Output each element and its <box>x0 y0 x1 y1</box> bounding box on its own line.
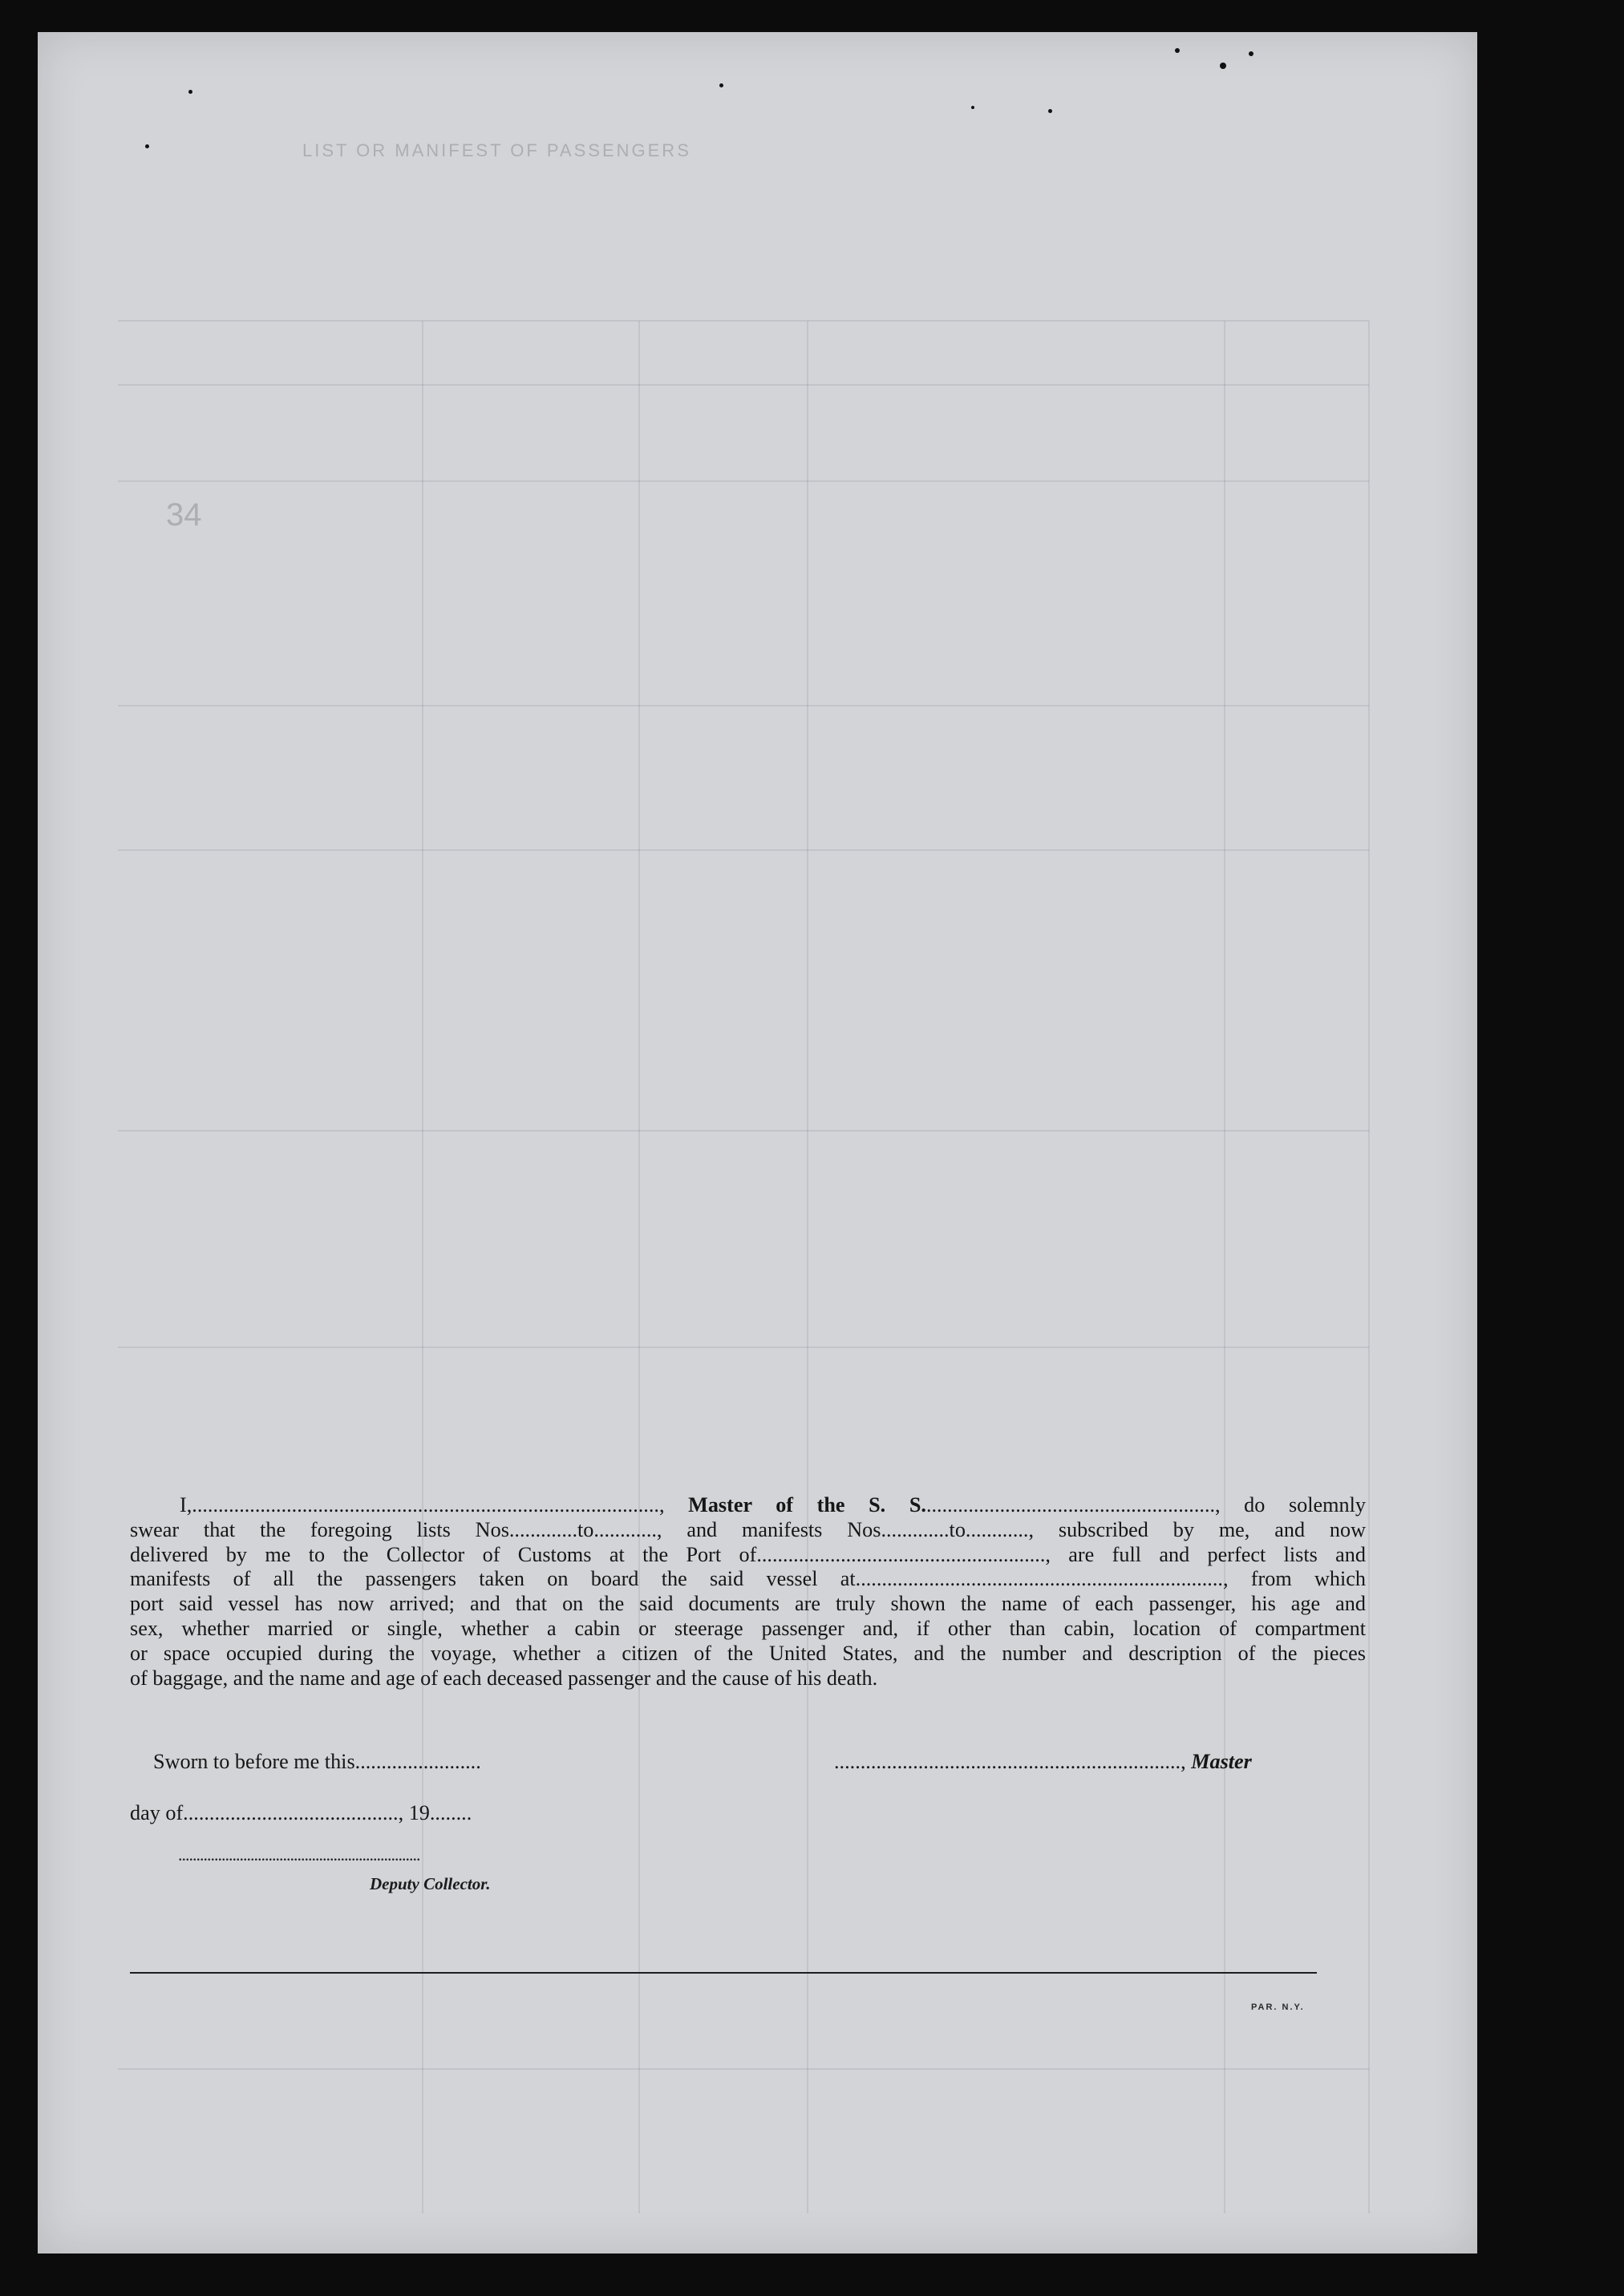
printer-mark: PAR. N.Y. <box>1251 2002 1305 2012</box>
oath-line-2: swear that the foregoing lists Nos.............to............, and manifests Nos.............to............, subscribed by me, and now <box>130 1517 1366 1541</box>
scan-speck <box>188 90 192 94</box>
oath-paragraph <box>130 1493 1366 1691</box>
scan-speck <box>1249 51 1253 56</box>
sworn-label: Sworn to before me this........................ <box>153 1750 481 1773</box>
faint-bleedthrough-heading: LIST OR MANIFEST OF PASSENGERS <box>302 140 691 160</box>
oath-line-1: I,........................................................................................., Master of the S. S........................................................, do solemnly <box>180 1493 1366 1516</box>
deputy-collector-label: Deputy Collector. <box>370 1874 491 1893</box>
oath-line-4: manifests of all the passengers taken on board the said vessel at......................................................................, from which <box>130 1567 1366 1591</box>
scan-speck <box>971 106 974 109</box>
deputy-signature-line: ................................................................... <box>178 1844 420 1865</box>
document-page <box>38 32 1477 2253</box>
faint-bleedthrough-page-number: 34 <box>166 497 202 532</box>
day-of-line: day of........................................., 19........ <box>130 1801 472 1824</box>
scan-speck <box>1175 48 1180 53</box>
scan-speck <box>1220 63 1226 69</box>
scan-speck <box>719 83 723 87</box>
scan-speck <box>145 144 149 148</box>
master-signature-line <box>834 1750 1252 1774</box>
master-signature-dots: .................................................................., <box>834 1750 1192 1773</box>
oath-line-3: delivered by me to the Collector of Customs at the Port of......................................................., are full and perfect lists and <box>130 1542 1366 1566</box>
oath-line-5: port said vessel has now arrived; and that on the said documents are truly shown the name of each passenger, his age and <box>130 1592 1366 1616</box>
horizontal-rule <box>130 1972 1317 1974</box>
faint-table-grid <box>38 32 1477 2253</box>
scan-speck <box>1048 109 1052 113</box>
master-label: Master <box>1191 1750 1252 1773</box>
oath-line-8: of baggage, and the name and age of each deceased passenger and the cause of his death. <box>130 1666 878 1690</box>
oath-line-7: or space occupied during the voyage, whether a citizen of the United States, and the number and description of the pieces <box>130 1641 1366 1665</box>
oath-line-6: sex, whether married or single, whether a cabin or steerage passenger and, if other than cabin, location of compartment <box>130 1616 1366 1640</box>
